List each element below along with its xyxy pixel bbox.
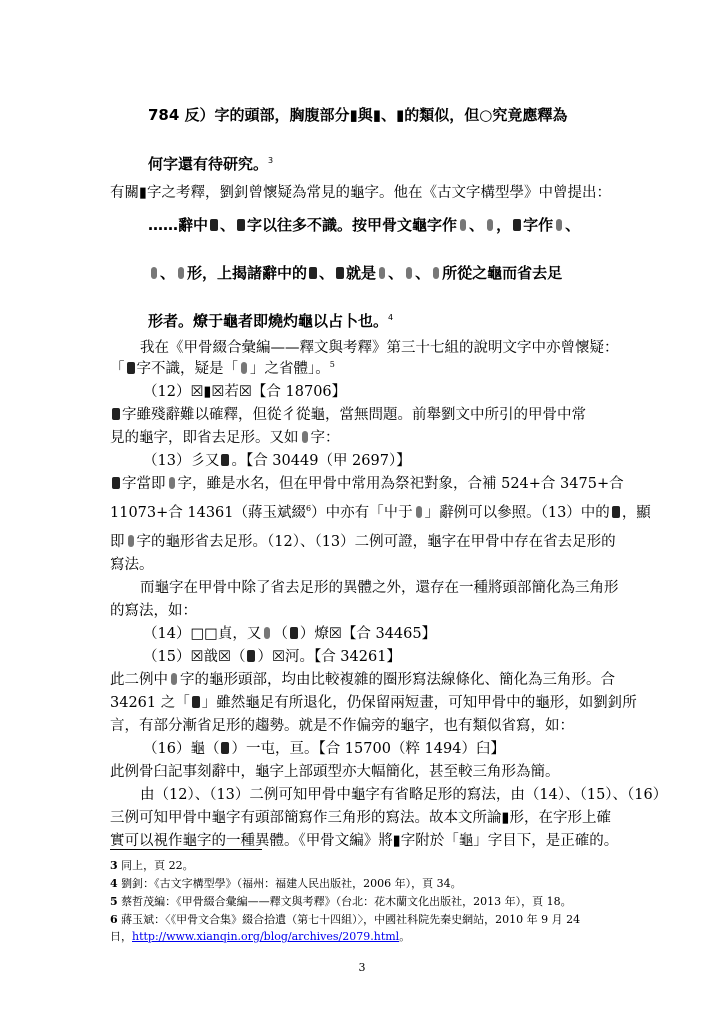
body-line-7: 我在《甲骨綴合彙編——釋文與考釋》第三十七組的說明文字中亦曾懷疑：	[140, 340, 619, 356]
body-line-3: 有關▮字之考釋，劉釗曾懷疑為常見的龜字。他在《古文字構型學》中曾提出：	[110, 185, 611, 201]
oracle-glyph-icon	[167, 476, 177, 490]
oracle-glyph-icon	[236, 218, 246, 232]
footnote-4: 4 劉釗：《古文字構型學》（福州：福建人民出版社，2006 年），頁 34。	[110, 877, 462, 890]
body-line-6: 形者。燎于龜者即燒灼龜以占卜也。$^4$	[148, 312, 394, 330]
footnote-5: 5 蔡哲茂編：《甲骨綴合彙編——釋文與考釋》（台北：花木蘭文化出版社，2013 年），頁 18。	[110, 895, 572, 908]
example-14: （14）□□貞，又 （ ）燎☒【合 34465】	[143, 626, 437, 642]
oracle-glyph-icon	[176, 266, 186, 280]
body-line-1: 784 反）字的頭部，胸腹部分▮與▮、▮的類似，但○究竟應釋為	[148, 106, 568, 124]
body-line-21: 此二例中 字的龜形頭部，均由比較複雜的圈形寫法線條化、簡化為三角形。合	[110, 672, 615, 688]
body-line-11: 見的龜字，即省去足形。又如 字：	[110, 430, 340, 446]
oracle-glyph-icon	[126, 534, 136, 548]
footnote-6: 6 蔣玉斌：〈《甲骨文合集》綴合拾遺（第七十四組）〉，中國社科院先秦史網站，2010 年 9 月 24	[110, 913, 581, 926]
oracle-glyph-icon	[485, 218, 495, 232]
oracle-glyph-icon	[289, 626, 299, 640]
oracle-glyph-icon	[308, 266, 318, 280]
footnote-link[interactable]: http://www.xianqin.org/blog/archives/2079.html	[132, 930, 400, 943]
oracle-glyph-icon	[335, 266, 345, 280]
footnote-mark-6[interactable]: 6	[306, 504, 312, 514]
oracle-glyph-icon	[111, 407, 121, 421]
oracle-glyph-icon	[404, 266, 414, 280]
page-number: 3	[358, 961, 366, 974]
oracle-glyph-icon	[149, 266, 159, 280]
body-line-13: 字當即 字，雖是水名，但在甲骨中常用為祭祀對象，合補 524+合 3475+合	[110, 472, 624, 493]
body-line-8: 「 字不識，疑是「 」之省體」。$^5$	[110, 360, 335, 377]
body-line-15: 即 字的龜形省去足形。（12）、（13）二例可證，龜字在甲骨中存在省去足形的	[110, 534, 616, 550]
oracle-glyph-icon	[220, 453, 230, 467]
oracle-glyph-icon	[191, 695, 201, 709]
oracle-glyph-icon	[554, 218, 564, 232]
footnote-mark-4[interactable]: 4	[388, 313, 394, 322]
example-13: （13）彡又 。【合 30449（甲 2697）】	[143, 453, 411, 469]
body-line-27: 三例可知甲骨中龜字有頭部簡寫作三角形的寫法。故本文所論▮形，在字形上確	[110, 810, 611, 826]
oracle-glyph-icon	[458, 218, 468, 232]
oracle-glyph-icon	[300, 430, 310, 444]
body-line-2: 何字還有待研究。$^3$	[148, 155, 274, 173]
body-line-17: 而龜字在甲骨中除了省去足形的異體之外，還存在一種將頭部簡化為三角形	[140, 580, 619, 596]
oracle-glyph-icon	[431, 266, 441, 280]
oracle-glyph-icon	[209, 218, 219, 232]
body-line-18: 的寫法，如：	[110, 603, 197, 619]
body-line-10: 字雖殘辭難以確釋，但從彳從龜，當無問題。前舉劉文中所引的甲骨中常	[110, 403, 586, 424]
body-line-25: 此例骨臼記事刻辭中，龜字上部頭型亦大幅簡化，甚至較三角形為簡。	[110, 764, 560, 780]
oracle-glyph-icon	[169, 672, 179, 686]
body-line-26: 由（12）、（13）二例可知甲骨中龜字有省略足形的寫法，由（14）、（15）、（16）	[140, 787, 668, 803]
footnote-divider	[110, 849, 262, 850]
oracle-glyph-icon	[414, 505, 424, 519]
oracle-glyph-icon	[111, 476, 121, 490]
example-12: （12）☒▮☒若☒【合 18706】	[143, 384, 347, 400]
body-line-4: ……辭中 、 字以往多不識。按甲骨文龜字作 、 ， 字作 、	[148, 216, 581, 234]
oracle-glyph-icon	[126, 361, 136, 375]
body-line-16: 寫法。	[110, 557, 154, 573]
body-line-23: 言，有部分漸省足形的趨勢。就是不作偏旁的龜字，也有類似省寫，如：	[110, 718, 574, 734]
body-line-28: 實可以視作龜字的一種異體。《甲骨文編》將▮字附於「龜」字目下，是正確的。	[110, 833, 619, 849]
body-line-14: 11073+合 14361（蔣玉斌綴$^6$）中亦有「屮于 」辭例可以參照。（13）中的 ，顯	[110, 504, 651, 521]
example-15: （15）☒戠☒（ ）☒河。【合 34261】	[143, 649, 401, 665]
footnote-mark-3[interactable]: 3	[268, 156, 274, 165]
oracle-glyph-icon	[377, 266, 387, 280]
oracle-glyph-icon	[611, 505, 621, 519]
body-line-22: 34261 之「 」雖然龜足有所退化，仍保留兩短畫，可知甲骨中的龜形，如劉釗所	[110, 695, 637, 711]
footnote-3: 3 同上，頁 22。	[110, 859, 194, 872]
footnote-6-continued: 日，http://www.xianqin.org/blog/archives/2079.html。	[110, 930, 411, 943]
footnote-mark-5[interactable]: 5	[329, 360, 335, 370]
oracle-glyph-icon	[512, 218, 522, 232]
body-line-5: 、 形，上揭諸辭中的 、 就是 、 、 所從之龜而省去足	[148, 262, 562, 283]
oracle-glyph-icon	[246, 649, 256, 663]
oracle-glyph-icon	[220, 741, 230, 755]
example-16: （16）龜（ ）一屯，亘。【合 15700（粹 1494）臼】	[143, 741, 505, 757]
oracle-glyph-icon	[239, 361, 249, 375]
oracle-glyph-icon	[262, 626, 272, 640]
